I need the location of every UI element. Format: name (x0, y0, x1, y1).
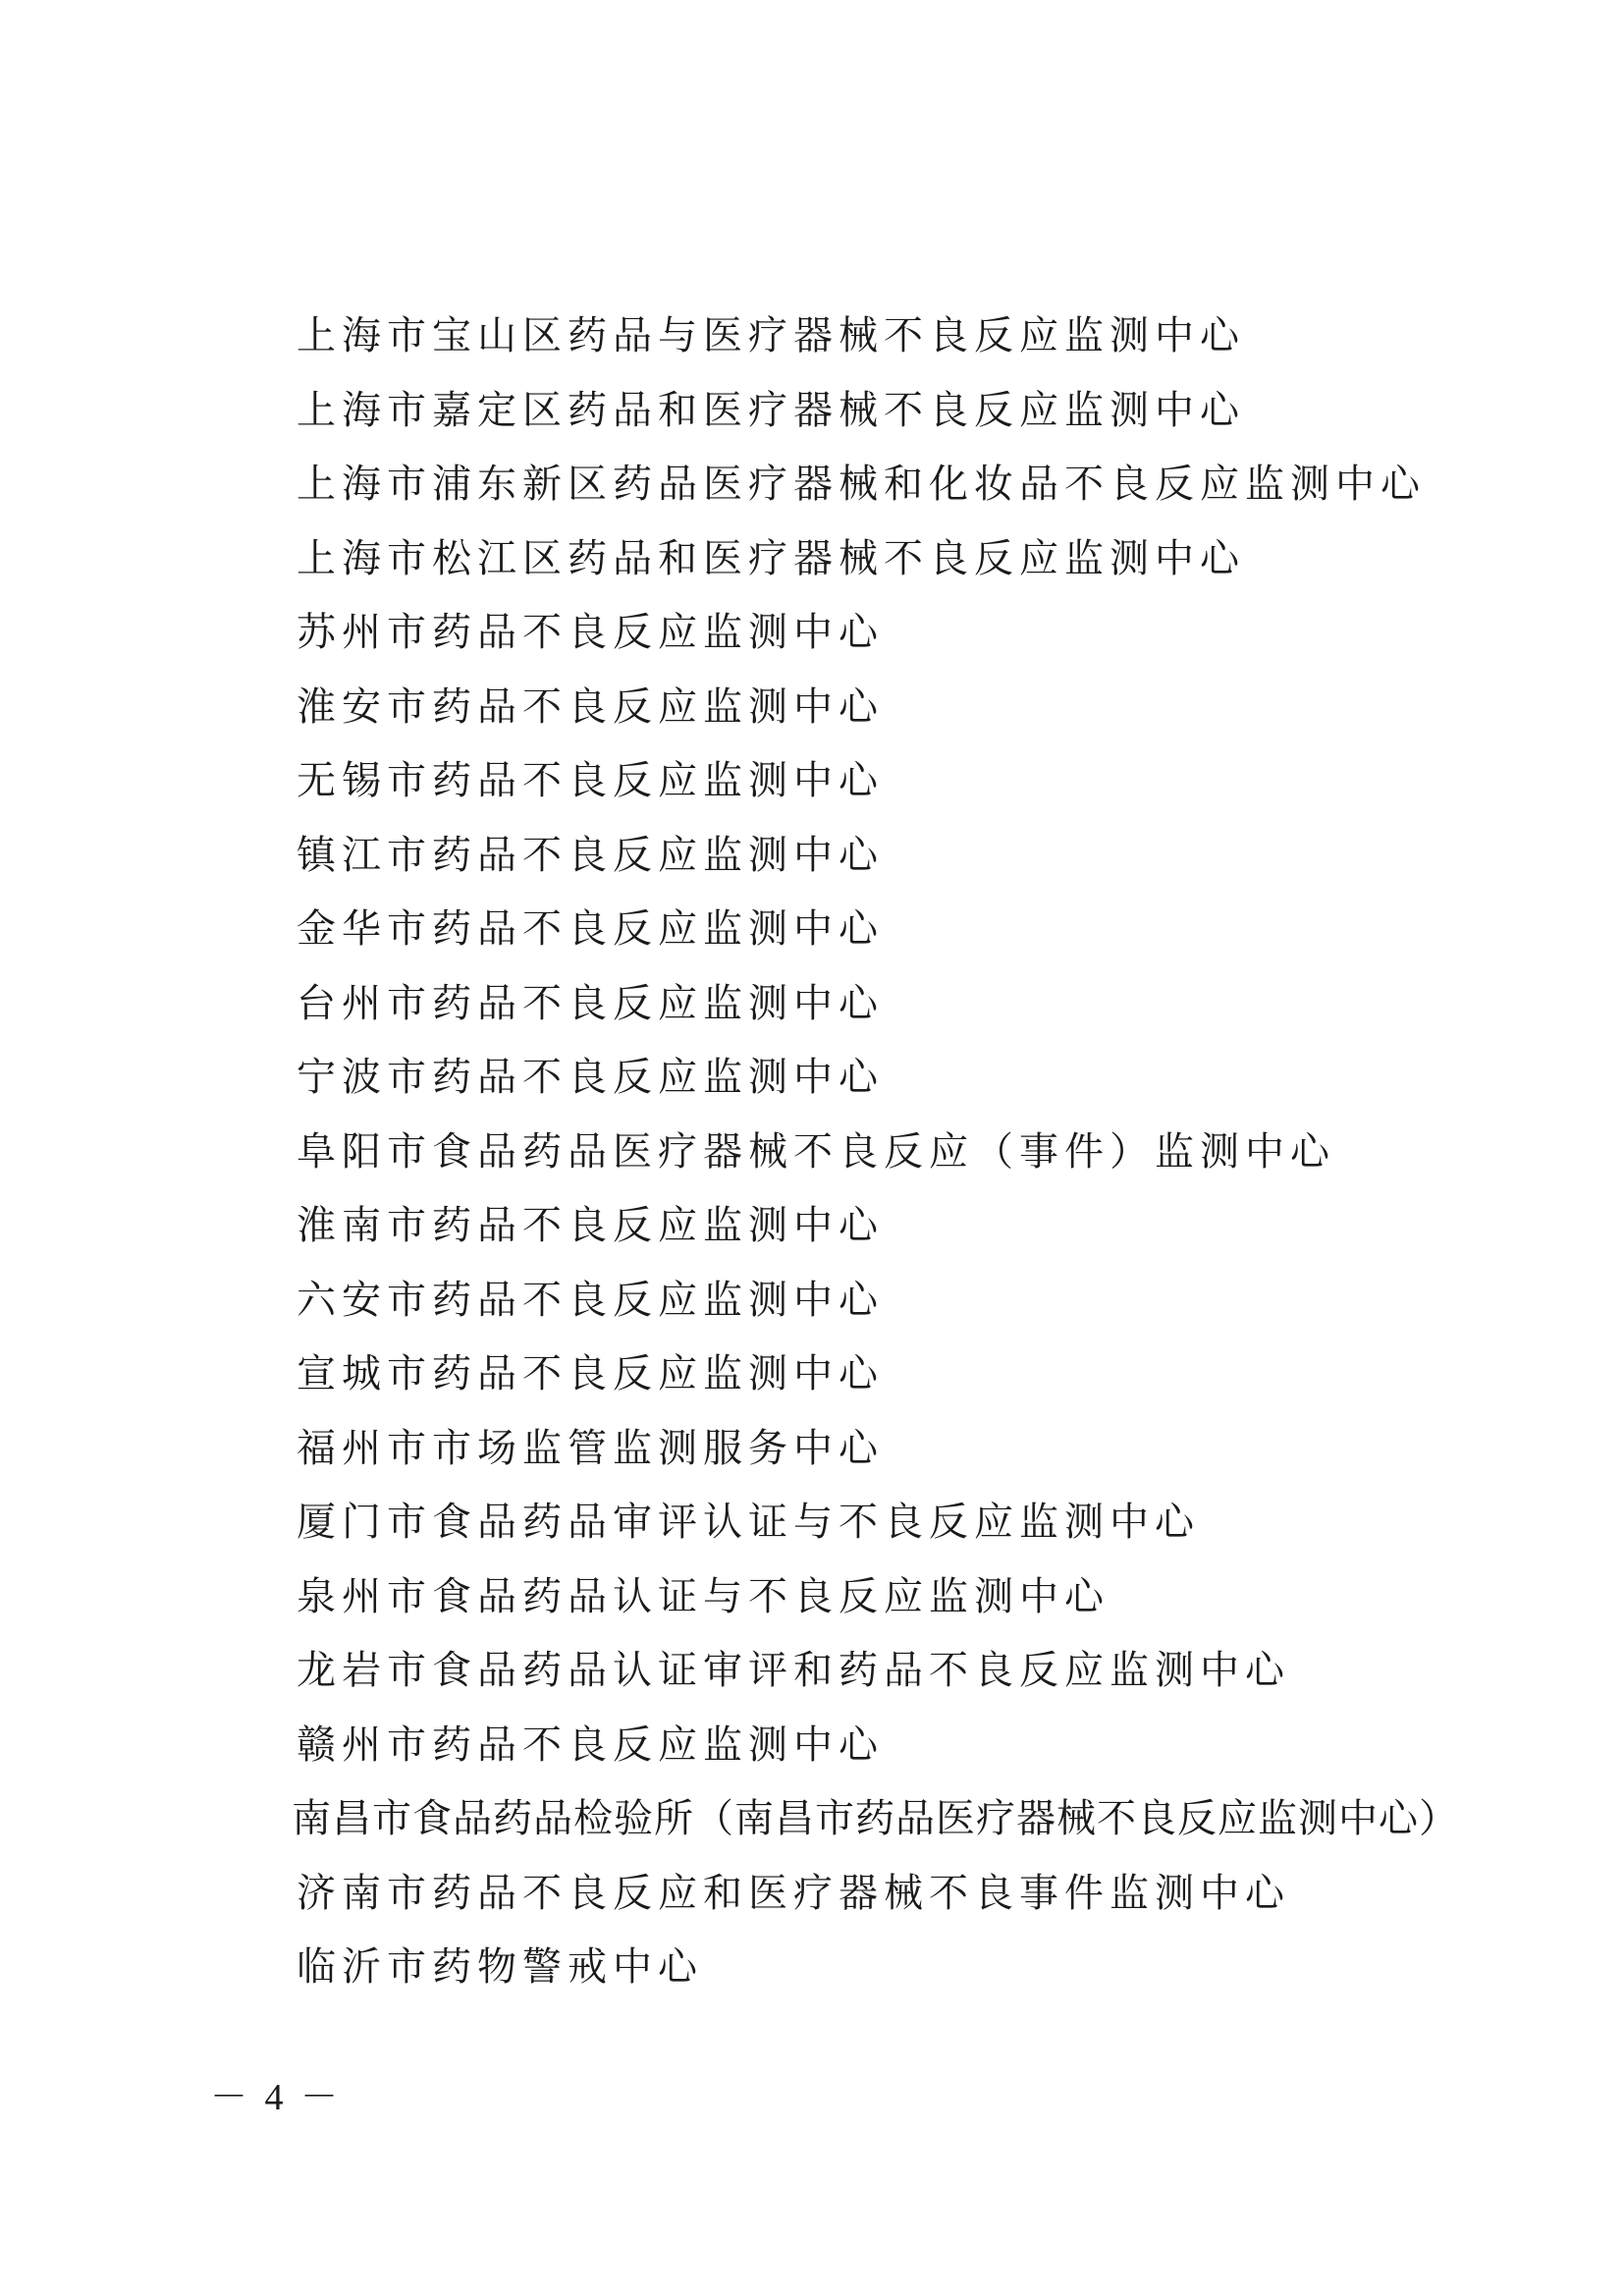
list-item: 赣州市药品不良反应监测中心 (297, 1722, 884, 1768)
list-item: 阜阳市食品药品医疗器械不良反应（事件）监测中心 (297, 1128, 1335, 1175)
list-item: 厦门市食品药品审评认证与不良反应监测中心 (297, 1500, 1200, 1545)
list-item: 龙岩市食品药品认证审评和药品不良反应监测中心 (297, 1648, 1290, 1693)
list-item: 金华市药品不良反应监测中心 (297, 906, 884, 952)
list-item: 苏州市药品不良反应监测中心 (297, 610, 884, 655)
list-item: 淮南市药品不良反应监测中心 (297, 1203, 884, 1248)
list-item: 六安市药品不良反应监测中心 (297, 1277, 884, 1323)
list-item: 宁波市药品不良反应监测中心 (297, 1055, 884, 1100)
page-number: － 4 － (210, 2077, 343, 2118)
list-item: 上海市松江区药品和医疗器械不良反应监测中心 (297, 535, 1245, 581)
list-item: 宣城市药品不良反应监测中心 (297, 1351, 884, 1396)
list-item: 淮安市药品不良反应监测中心 (297, 683, 884, 730)
list-item: 南昌市食品药品检验所（南昌市药品医疗器械不良反应监测中心） (292, 1796, 1459, 1841)
list-item: 临沂市药物警戒中心 (297, 1944, 703, 1990)
list-item: 济南市药品不良反应和医疗器械不良事件监测中心 (297, 1870, 1290, 1916)
list-item: 上海市宝山区药品与医疗器械不良反应监测中心 (297, 313, 1245, 358)
organization-list (292, 306, 1459, 2012)
list-item: 福州市市场监管监测服务中心 (297, 1425, 884, 1471)
list-item: 上海市浦东新区药品医疗器械和化妆品不良反应监测中心 (297, 462, 1426, 507)
list-item: 泉州市食品药品认证与不良反应监测中心 (297, 1573, 1110, 1619)
list-item: 台州市药品不良反应监测中心 (297, 980, 884, 1026)
list-item: 无锡市药品不良反应监测中心 (297, 758, 884, 803)
list-item: 镇江市药品不良反应监测中心 (297, 832, 884, 878)
list-item: 上海市嘉定区药品和医疗器械不良反应监测中心 (297, 387, 1245, 433)
